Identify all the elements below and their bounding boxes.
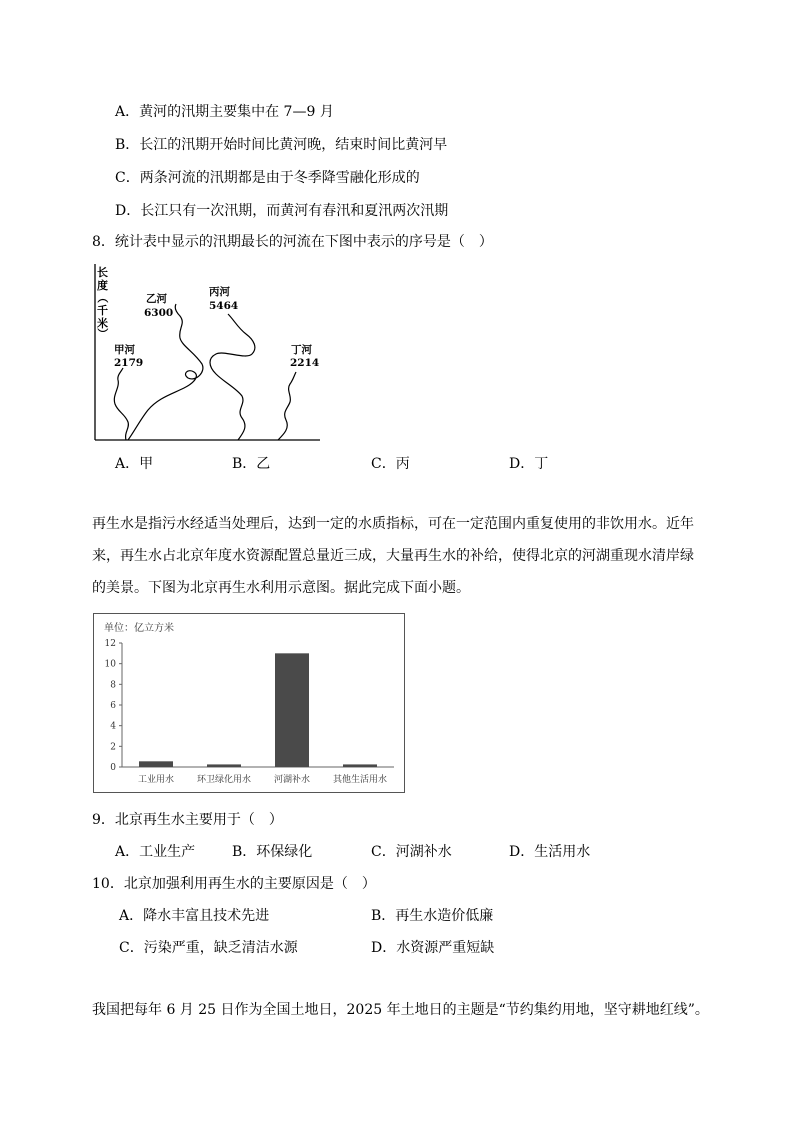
q7-option-b: B．长江的汛期开始时间比黄河晚，结束时间比黄河早	[115, 137, 448, 153]
y-tick-label: 6	[110, 701, 116, 711]
y-tick-label: 2	[110, 742, 116, 753]
y-axis-label-char: 米	[97, 317, 108, 330]
river-ding-name: 丁河	[291, 344, 312, 356]
passage-recycled-water: 再生水是指污水经适当处理后，达到一定的水质指标，可在一定范围内重复使用的非饮用水。近年来，再生水占北京年度水资源配置总量近三成，大量再生水的补给，使得北京的河湖重现水清岸绿的美景。下图为北京再生水利用示意图。据此完成下面小题。	[92, 516, 694, 596]
x-category-label: 河湖补水	[273, 775, 311, 785]
q9-option-c: C．河湖补水	[371, 844, 452, 860]
bar-chart-svg	[94, 614, 404, 792]
q9-option-a: A．工业生产	[115, 844, 196, 860]
y-axis-label-char: （	[96, 292, 109, 303]
y-axis-label-char: ）	[96, 328, 109, 339]
q10-stem: 10．北京加强利用再生水的主要原因是（ ）	[92, 876, 376, 892]
river-length-figure	[88, 262, 328, 447]
q9-option-b: B．环保绿化	[232, 844, 313, 860]
q10-option-d: D．水资源严重短缺	[371, 940, 495, 956]
river-yi-name: 乙河	[146, 293, 167, 305]
q8-option-c: C．丙	[371, 456, 410, 472]
river-ding-course	[278, 372, 296, 440]
river-yi-length: 6300	[144, 307, 174, 319]
q9-option-d: D．生活用水	[509, 844, 591, 860]
river-bing-course	[210, 314, 255, 440]
recycled-water-chart	[93, 613, 405, 793]
x-category-label: 其他生活用水	[332, 775, 388, 785]
y-tick-label: 8	[110, 680, 116, 691]
y-tick-label: 12	[104, 639, 116, 649]
q8-option-b: B．乙	[232, 456, 271, 472]
river-jia-name: 甲河	[114, 344, 135, 356]
river-jia-course	[114, 368, 128, 440]
q9-stem: 9．北京再生水主要用于（ ）	[92, 812, 283, 828]
q7-option-a: A．黄河的汛期主要集中在 7—9 月	[115, 104, 334, 120]
q10-option-b: B．再生水造价低廉	[371, 908, 494, 924]
bar-3	[275, 653, 309, 767]
q7-option-c: C．两条河流的汛期都是由于冬季降雪融化形成的	[115, 170, 420, 186]
y-axis-label-char: 度	[97, 279, 108, 292]
passage-land-day: 我国把每年 6 月 25 日作为全国土地日，2025 年土地日的主题是“节约集约用地，坚守耕地红线”。	[92, 1002, 709, 1018]
river-jia-length: 2179	[114, 357, 144, 369]
q10-option-c: C．污染严重，缺乏清洁水源	[119, 940, 298, 956]
chart-title: 单位：亿立方米	[104, 623, 174, 634]
q10-option-a: A．降水丰富且技术先进	[119, 908, 270, 924]
bar-1	[139, 761, 173, 767]
river-ding-length: 2214	[290, 357, 320, 369]
q8-stem: 8．统计表中显示的汛期最长的河流在下图中表示的序号是（ ）	[92, 234, 493, 250]
q8-option-d: D．丁	[509, 456, 549, 472]
bar-2	[207, 764, 241, 767]
y-tick-label: 0	[110, 763, 116, 773]
river-bing-name: 丙河	[209, 286, 230, 298]
bar-4	[343, 764, 377, 767]
y-axis-label-char: 千	[97, 304, 108, 317]
y-axis-label-char: 长	[97, 266, 108, 279]
river-yi-course	[128, 304, 203, 440]
x-category-label: 工业用水	[137, 775, 175, 785]
q7-option-d: D．长江只有一次汛期，而黄河有春汛和夏汛两次汛期	[115, 203, 449, 219]
y-tick-label: 10	[104, 659, 116, 670]
y-tick-label: 4	[110, 721, 116, 732]
x-category-label: 环卫绿化用水	[196, 775, 252, 785]
q8-option-a: A．甲	[115, 456, 154, 472]
river-bing-length: 5464	[209, 300, 239, 312]
